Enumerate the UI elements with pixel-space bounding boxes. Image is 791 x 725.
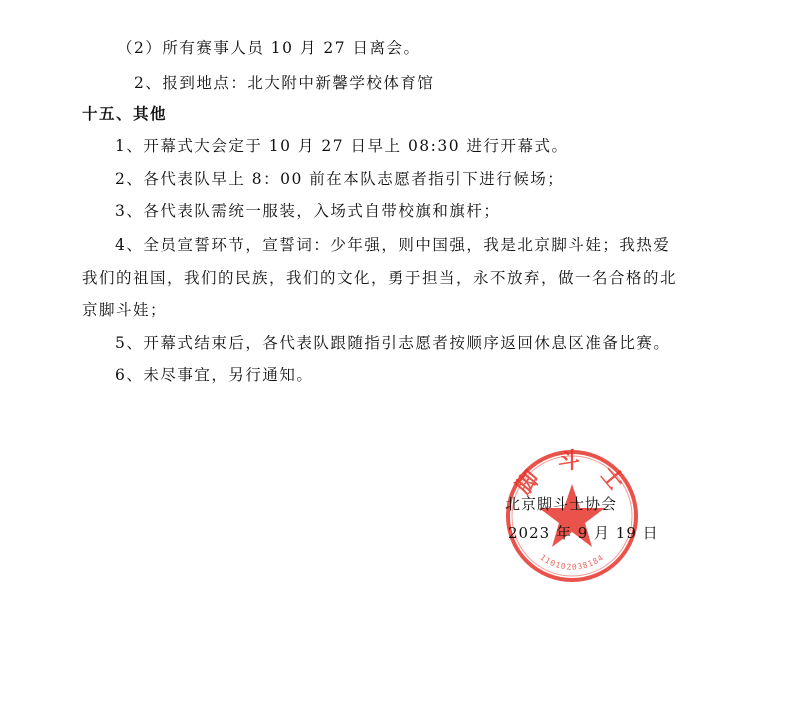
official-seal-stamp [502,446,642,586]
text-line-4: 1、开幕式大会定于 10 月 27 日早上 08:30 进行开幕式。 [115,137,569,155]
text-line-10: 5、开幕式结束后，各代表队跟随指引志愿者按顺序返回休息区准备比赛。 [115,334,671,352]
section-heading: 十五、其他 [82,104,168,123]
text-line-6: 3、各代表队需统一服装，入场式自带校旗和旗杆； [115,202,501,220]
text-line-1: （2）所有赛事人员 10 月 27 日离会。 [117,39,421,57]
text-line-8: 我们的祖国，我们的民族，我们的文化，勇于担当，永不放弃，做一名合格的北 [82,269,678,287]
signature-organization: 北京脚斗士协会 [505,495,618,513]
text-line-2: 2、报到地点：北大附中新馨学校体育馆 [134,74,435,92]
svg-text:110102038184 [538,553,605,572]
text-line-9: 京脚斗娃； [82,301,168,319]
seal-number-text: 110102038184 [538,552,606,572]
text-line-11: 6、未尽事宜，另行通知。 [115,366,314,384]
seal-top-text: 脚 斗 士 [511,449,633,500]
text-line-5: 2、各代表队早上 8：00 前在本队志愿者指引下进行候场； [115,170,565,188]
text-line-7: 4、全员宣誓环节，宣誓词：少年强，则中国强，我是北京脚斗娃；我热爱 [115,236,671,254]
signature-date: 2023 年 9 月 19 日 [508,524,659,542]
